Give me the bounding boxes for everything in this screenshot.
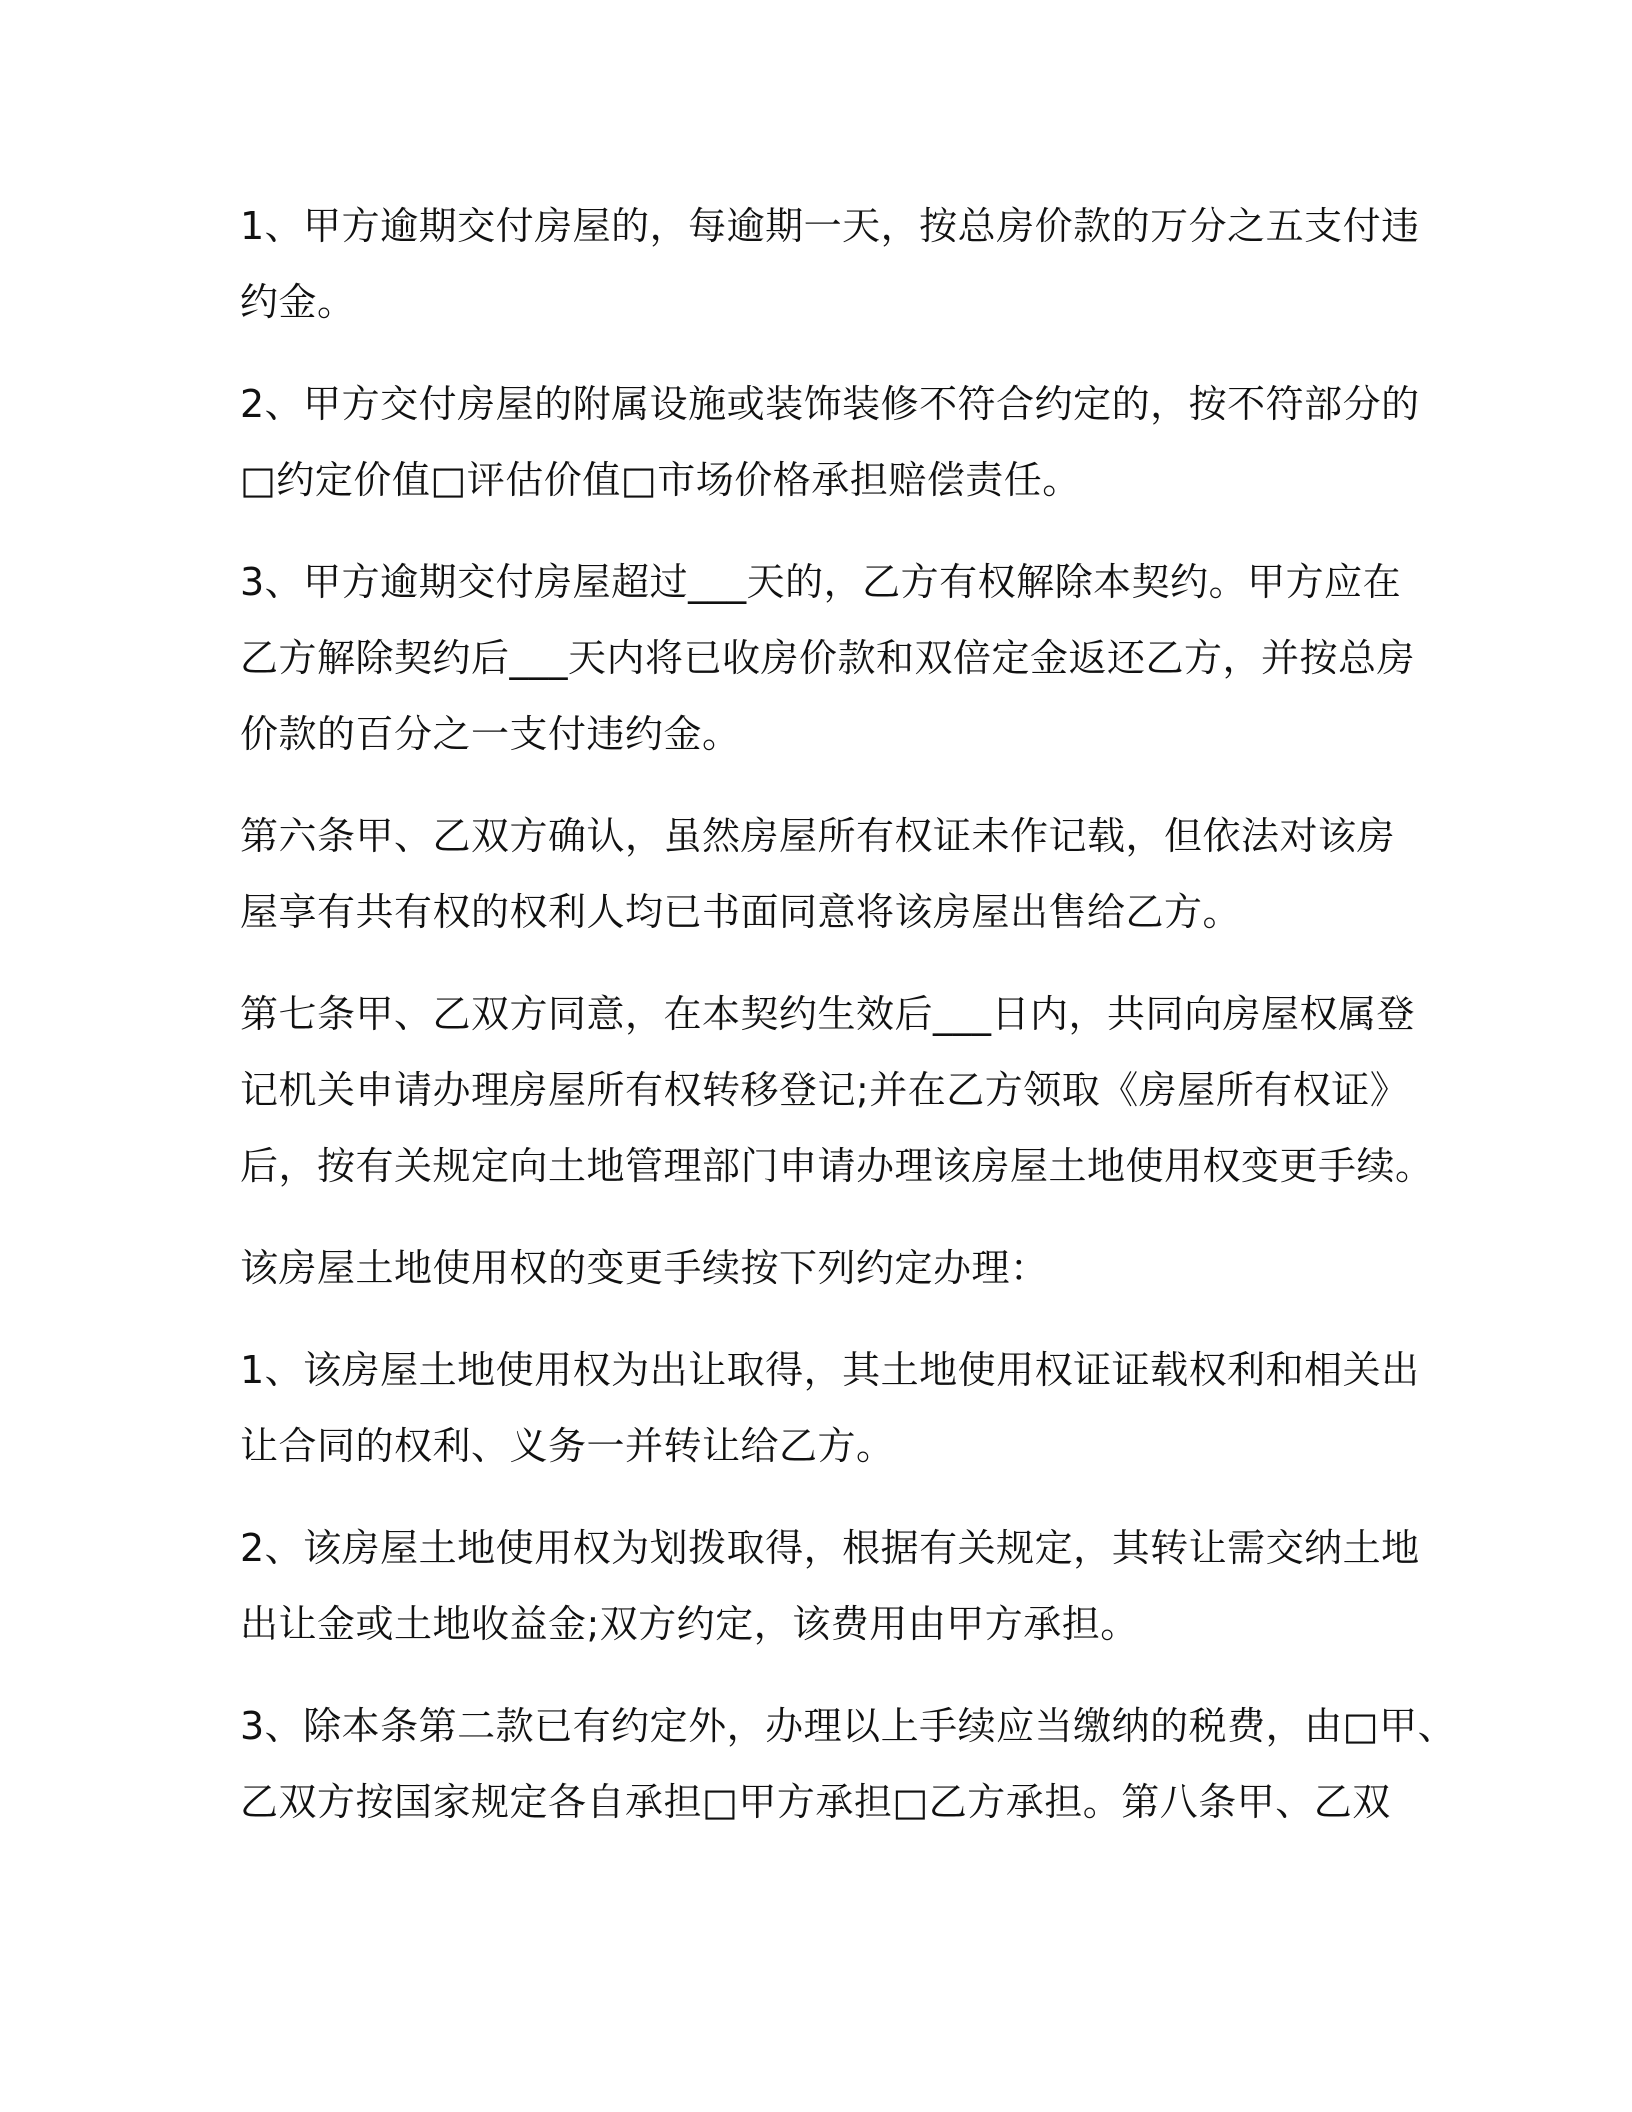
paragraph-land-clause-3 [240, 1688, 1457, 1840]
paragraph-land-clause-1 [240, 1332, 1420, 1484]
text-line: 2、甲方交付房屋的附属设施或装饰装修不符合约定的，按不符部分的 [240, 382, 1420, 426]
text-line: 屋享有共有权的权利人均已书面同意将该房屋出售给乙方。 [240, 890, 1242, 934]
text-line: 3、甲方逾期交付房屋超过___天的，乙方有权解除本契约。甲方应在 [240, 560, 1402, 604]
paragraph-article-6 [240, 798, 1420, 950]
text-line: 出让金或土地收益金;双方约定，该费用由甲方承担。 [240, 1602, 1139, 1646]
text-line: 第七条甲、乙双方同意，在本契约生效后___日内，共同向房屋权属登 [240, 992, 1416, 1036]
paragraph-land-clause-2 [240, 1510, 1420, 1662]
text-line: 第六条甲、乙双方确认，虽然房屋所有权证未作记载，但依法对该房 [240, 814, 1396, 858]
paragraph-land-use-intro [240, 1230, 1420, 1306]
text-line: □约定价值□评估价值□市场价格承担赔偿责任。 [240, 458, 1081, 502]
text-line: 后，按有关规定向土地管理部门申请办理该房屋土地使用权变更手续。 [240, 1144, 1434, 1188]
text-line: 3、除本条第二款已有约定外，办理以上手续应当缴纳的税费，由□甲、 [240, 1704, 1457, 1748]
document-page [240, 188, 1457, 1866]
text-line: 价款的百分之一支付违约金。 [240, 712, 741, 756]
paragraph-clause-3 [240, 544, 1420, 772]
paragraph-clause-1 [240, 188, 1420, 340]
text-line: 记机关申请办理房屋所有权转移登记;并在乙方领取《房屋所有权证》 [240, 1068, 1409, 1112]
paragraph-article-7 [240, 976, 1434, 1204]
text-line: 该房屋土地使用权的变更手续按下列约定办理： [240, 1246, 1049, 1290]
text-line: 让合同的权利、义务一并转让给乙方。 [240, 1424, 895, 1468]
text-line: 乙方解除契约后___天内将已收房价款和双倍定金返还乙方，并按总房 [240, 636, 1416, 680]
text-line: 约金。 [240, 280, 356, 324]
text-line: 1、该房屋土地使用权为出让取得，其土地使用权证证载权利和相关出 [240, 1348, 1420, 1392]
paragraph-clause-2 [240, 366, 1420, 518]
text-line: 1、甲方逾期交付房屋的，每逾期一天，按总房价款的万分之五支付违 [240, 204, 1420, 248]
text-line: 乙双方按国家规定各自承担□甲方承担□乙方承担。第八条甲、乙双 [240, 1780, 1391, 1824]
text-line: 2、该房屋土地使用权为划拨取得，根据有关规定，其转让需交纳土地 [240, 1526, 1420, 1570]
